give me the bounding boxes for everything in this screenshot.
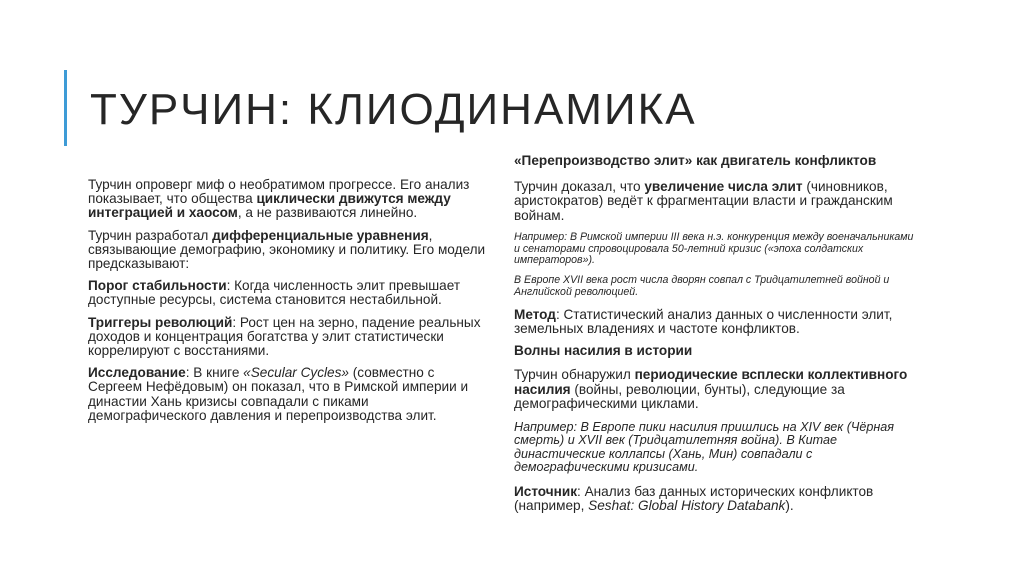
bold-run: увеличение числа элит [644,179,803,195]
text-run: : Рост цен на зерно, падение реальных доходов и концентрация богатства у элит статистически коррелируют с восстаниями. [88,314,481,359]
right-paragraph-1 [514,180,914,223]
bold-run: циклически движутся между интеграцией и хаосом [88,191,451,221]
text-run: : Статистический анализ данных о численности элит, земельных владениях и частоте конфликтов. [514,306,893,336]
right-example-2: В Европе XVII века рост числа дворян совпал с Тридцатилетней войной и Английской революцией. [514,274,890,298]
bold-label: Метод [514,306,556,322]
bold-label: Источник [514,483,578,499]
text-run: : Когда численность элит превышает доступные ресурсы, система становится нестабильной. [88,278,461,308]
right-column [514,153,914,513]
bold-run: дифференциальные уравнения [212,227,429,243]
text-run: (совместно с Сергеем Нефёдовым) он показал, что в Римской империи и династии Хань кризисы совпадали с пиками демографического давления и перепроизводства элит. [88,365,469,423]
right-heading-1: «Перепроизводство элит» как двигатель конфликтов [514,153,877,168]
title-accent-bar [64,70,67,146]
left-column [88,177,488,423]
right-paragraph-3 [514,368,914,411]
bold-run: периодические всплески коллективного насилия [514,367,908,397]
left-paragraph-5 [88,366,488,423]
text-run: Турчин обнаружил [514,367,635,383]
right-heading-2: Волны насилия в истории [514,343,693,359]
left-paragraph-1 [88,178,488,221]
source-name: Seshat: Global History Databank [588,497,786,513]
text-run: Турчин разработал [88,227,213,243]
right-paragraph-4 [514,485,914,513]
bold-label: Триггеры революций [88,314,233,330]
left-paragraph-4 [88,316,488,359]
text-run: Турчин опроверг миф о необратимом прогрессе. Его анализ показывает, что общества [88,177,470,207]
text-run: , связывающие демографию, экономику и политику. Его модели предсказывают: [88,227,486,272]
text-run: Турчин доказал, что [514,179,645,195]
text-run: : В книге [185,365,244,381]
text-run: (войны, революции, бунты), следующие за демографическими циклами. [514,381,845,411]
text-run: (чиновников, аристократов) ведёт к фрагментации власти и гражданским войнам. [514,179,893,223]
left-paragraph-3 [88,279,488,307]
slide-title: ТУРЧИН: КЛИОДИНАМИКА [90,85,697,134]
text-run: ). [785,497,794,513]
right-example-3: Например: В Европе пики насилия пришлись на XIV век (Чёрная смерть) и XVII век (Тридцатилетняя война). В Китае династические коллапсы (Хань, Мин) совпадали с демографическими кризисами. [514,420,895,475]
bold-label: Порог стабильности [88,278,227,294]
right-example-1: Например: В Римской империи III века н.э. конкуренция между военачальниками и сенаторами спровоцировала 50-летний кризис («эпоха солдатских императоров»). [514,230,914,267]
book-title: «Secular Cycles» [243,365,349,381]
text-run: : Анализ баз данных исторических конфликтов (например, [514,483,874,513]
right-paragraph-2 [514,308,914,336]
bold-label: Исследование [88,365,186,381]
text-run: , а не развиваются линейно. [237,205,418,221]
left-paragraph-2 [88,229,488,272]
